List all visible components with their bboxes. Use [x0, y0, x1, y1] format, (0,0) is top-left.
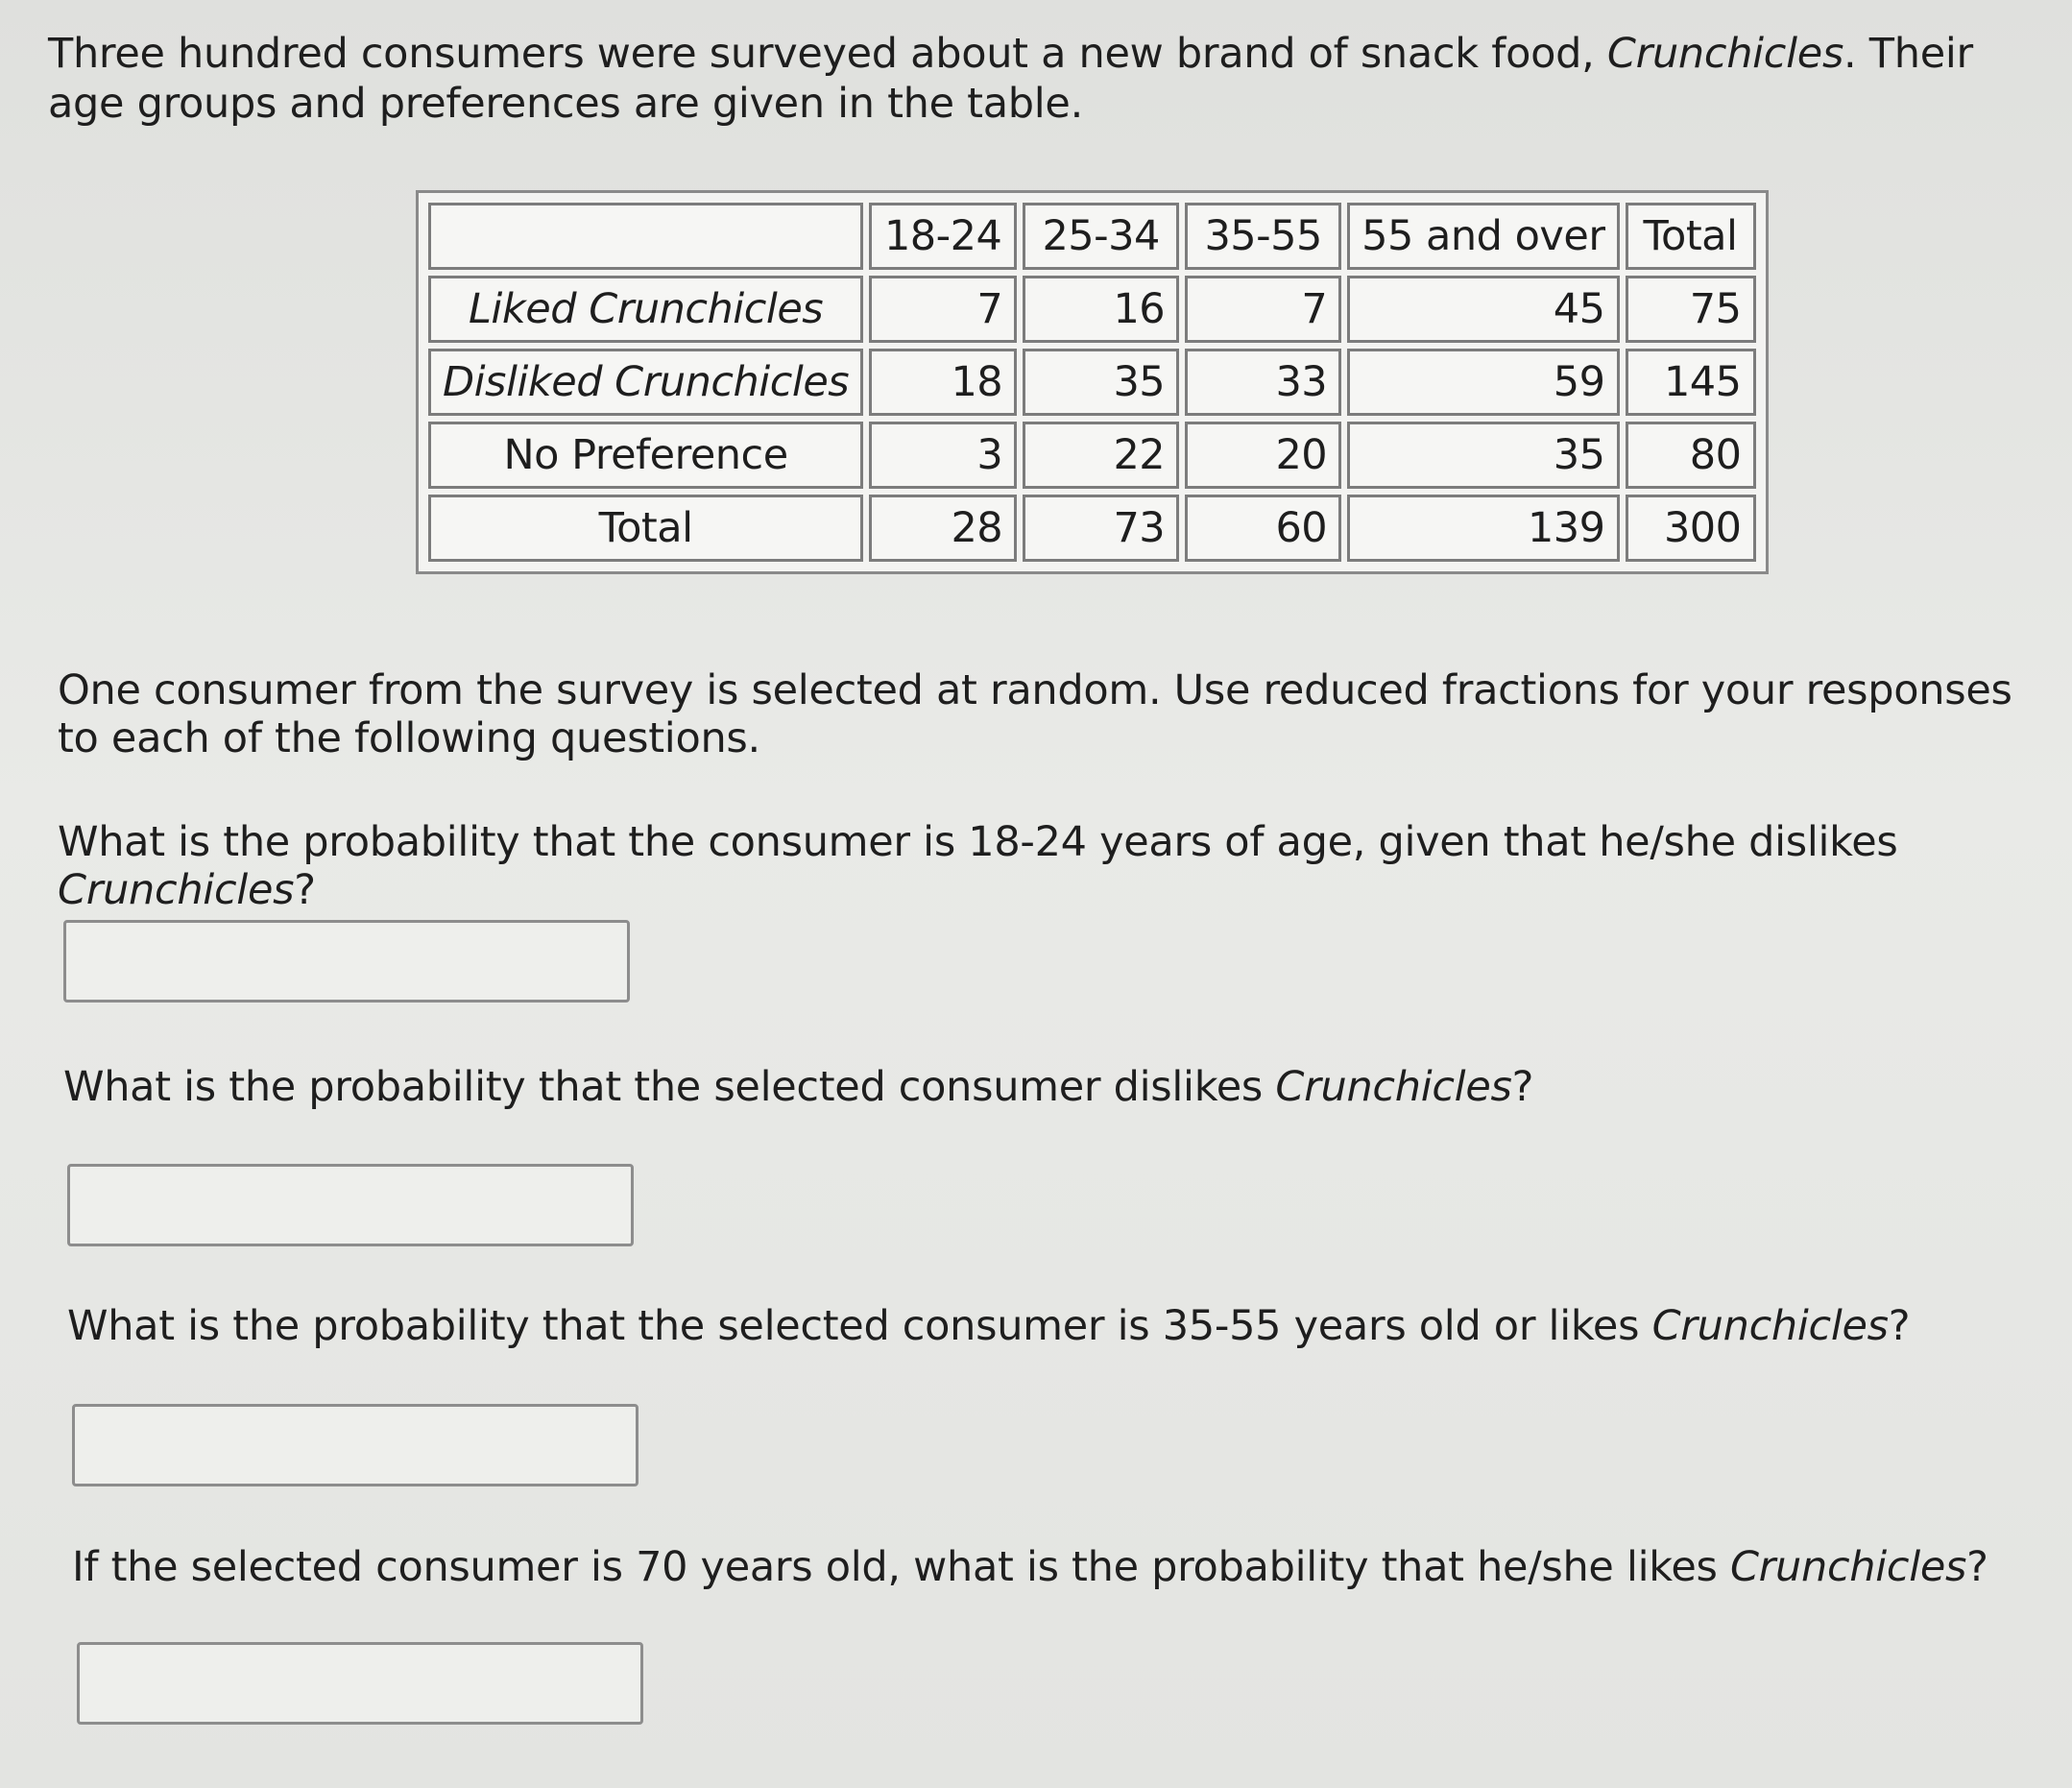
row-label: Total [428, 495, 863, 562]
table-row [428, 495, 1756, 562]
instructions-text: One consumer from the survey is selected at random. Use reduced fractions for your responses to each of the following questions. [58, 666, 2012, 762]
table-cell: 7 [1185, 276, 1341, 343]
table-cell: 33 [1185, 349, 1341, 416]
table-header-row [428, 203, 1756, 270]
table-cell: 22 [1023, 422, 1179, 489]
table-header-cell: 25-34 [1023, 203, 1179, 270]
row-label: Liked Crunchicles [428, 276, 863, 343]
table-cell: 28 [869, 495, 1017, 562]
table-header-cell: Total [1626, 203, 1756, 270]
table-cell: 73 [1023, 495, 1179, 562]
table-header-cell: 55 and over [1347, 203, 1619, 270]
table-cell: 35 [1023, 349, 1179, 416]
table-cell: 80 [1626, 422, 1756, 489]
table-cell: 145 [1626, 349, 1756, 416]
table-header-cell: 35-55 [1185, 203, 1341, 270]
table-cell: 3 [869, 422, 1017, 489]
table-cell: 20 [1185, 422, 1341, 489]
question-2: What is the probability that the selected consumer dislikes Crunchicles? [63, 1063, 1534, 1111]
table-header-cell [428, 203, 863, 270]
answer-input-2[interactable] [67, 1164, 634, 1246]
question-1: What is the probability that the consumer is 18-24 years of age, given that he/she dislikes Crunchicles? [58, 818, 1898, 914]
table-row [428, 422, 1756, 489]
brand-name: Crunchicles [1606, 30, 1844, 78]
survey-table [416, 190, 1769, 574]
table-cell: 59 [1347, 349, 1619, 416]
table-header-cell: 18-24 [869, 203, 1017, 270]
table-cell: 139 [1347, 495, 1619, 562]
answer-input-4[interactable] [77, 1642, 643, 1725]
row-label: Disliked Crunchicles [428, 349, 863, 416]
row-label: No Preference [428, 422, 863, 489]
table-cell: 7 [869, 276, 1017, 343]
intro-text-1: Three hundred consumers were surveyed about a new brand of snack food, [48, 30, 1607, 78]
answer-input-3[interactable] [72, 1404, 638, 1486]
table-cell: 75 [1626, 276, 1756, 343]
table-cell: 18 [869, 349, 1017, 416]
question-3: What is the probability that the selected consumer is 35-55 years old or likes Crunchicles? [67, 1302, 1911, 1350]
answer-input-1[interactable] [63, 920, 630, 1003]
problem-intro [48, 29, 2045, 129]
table-cell: 16 [1023, 276, 1179, 343]
table-row [428, 349, 1756, 416]
table-cell: 35 [1347, 422, 1619, 489]
table-cell: 300 [1626, 495, 1756, 562]
intro-text-2: . Their age groups and preferences are given in the table. [48, 30, 1973, 128]
table-cell: 45 [1347, 276, 1619, 343]
question-4: If the selected consumer is 70 years old, what is the probability that he/she likes Crunchicles? [72, 1543, 1988, 1591]
table-row [428, 276, 1756, 343]
table-cell: 60 [1185, 495, 1341, 562]
